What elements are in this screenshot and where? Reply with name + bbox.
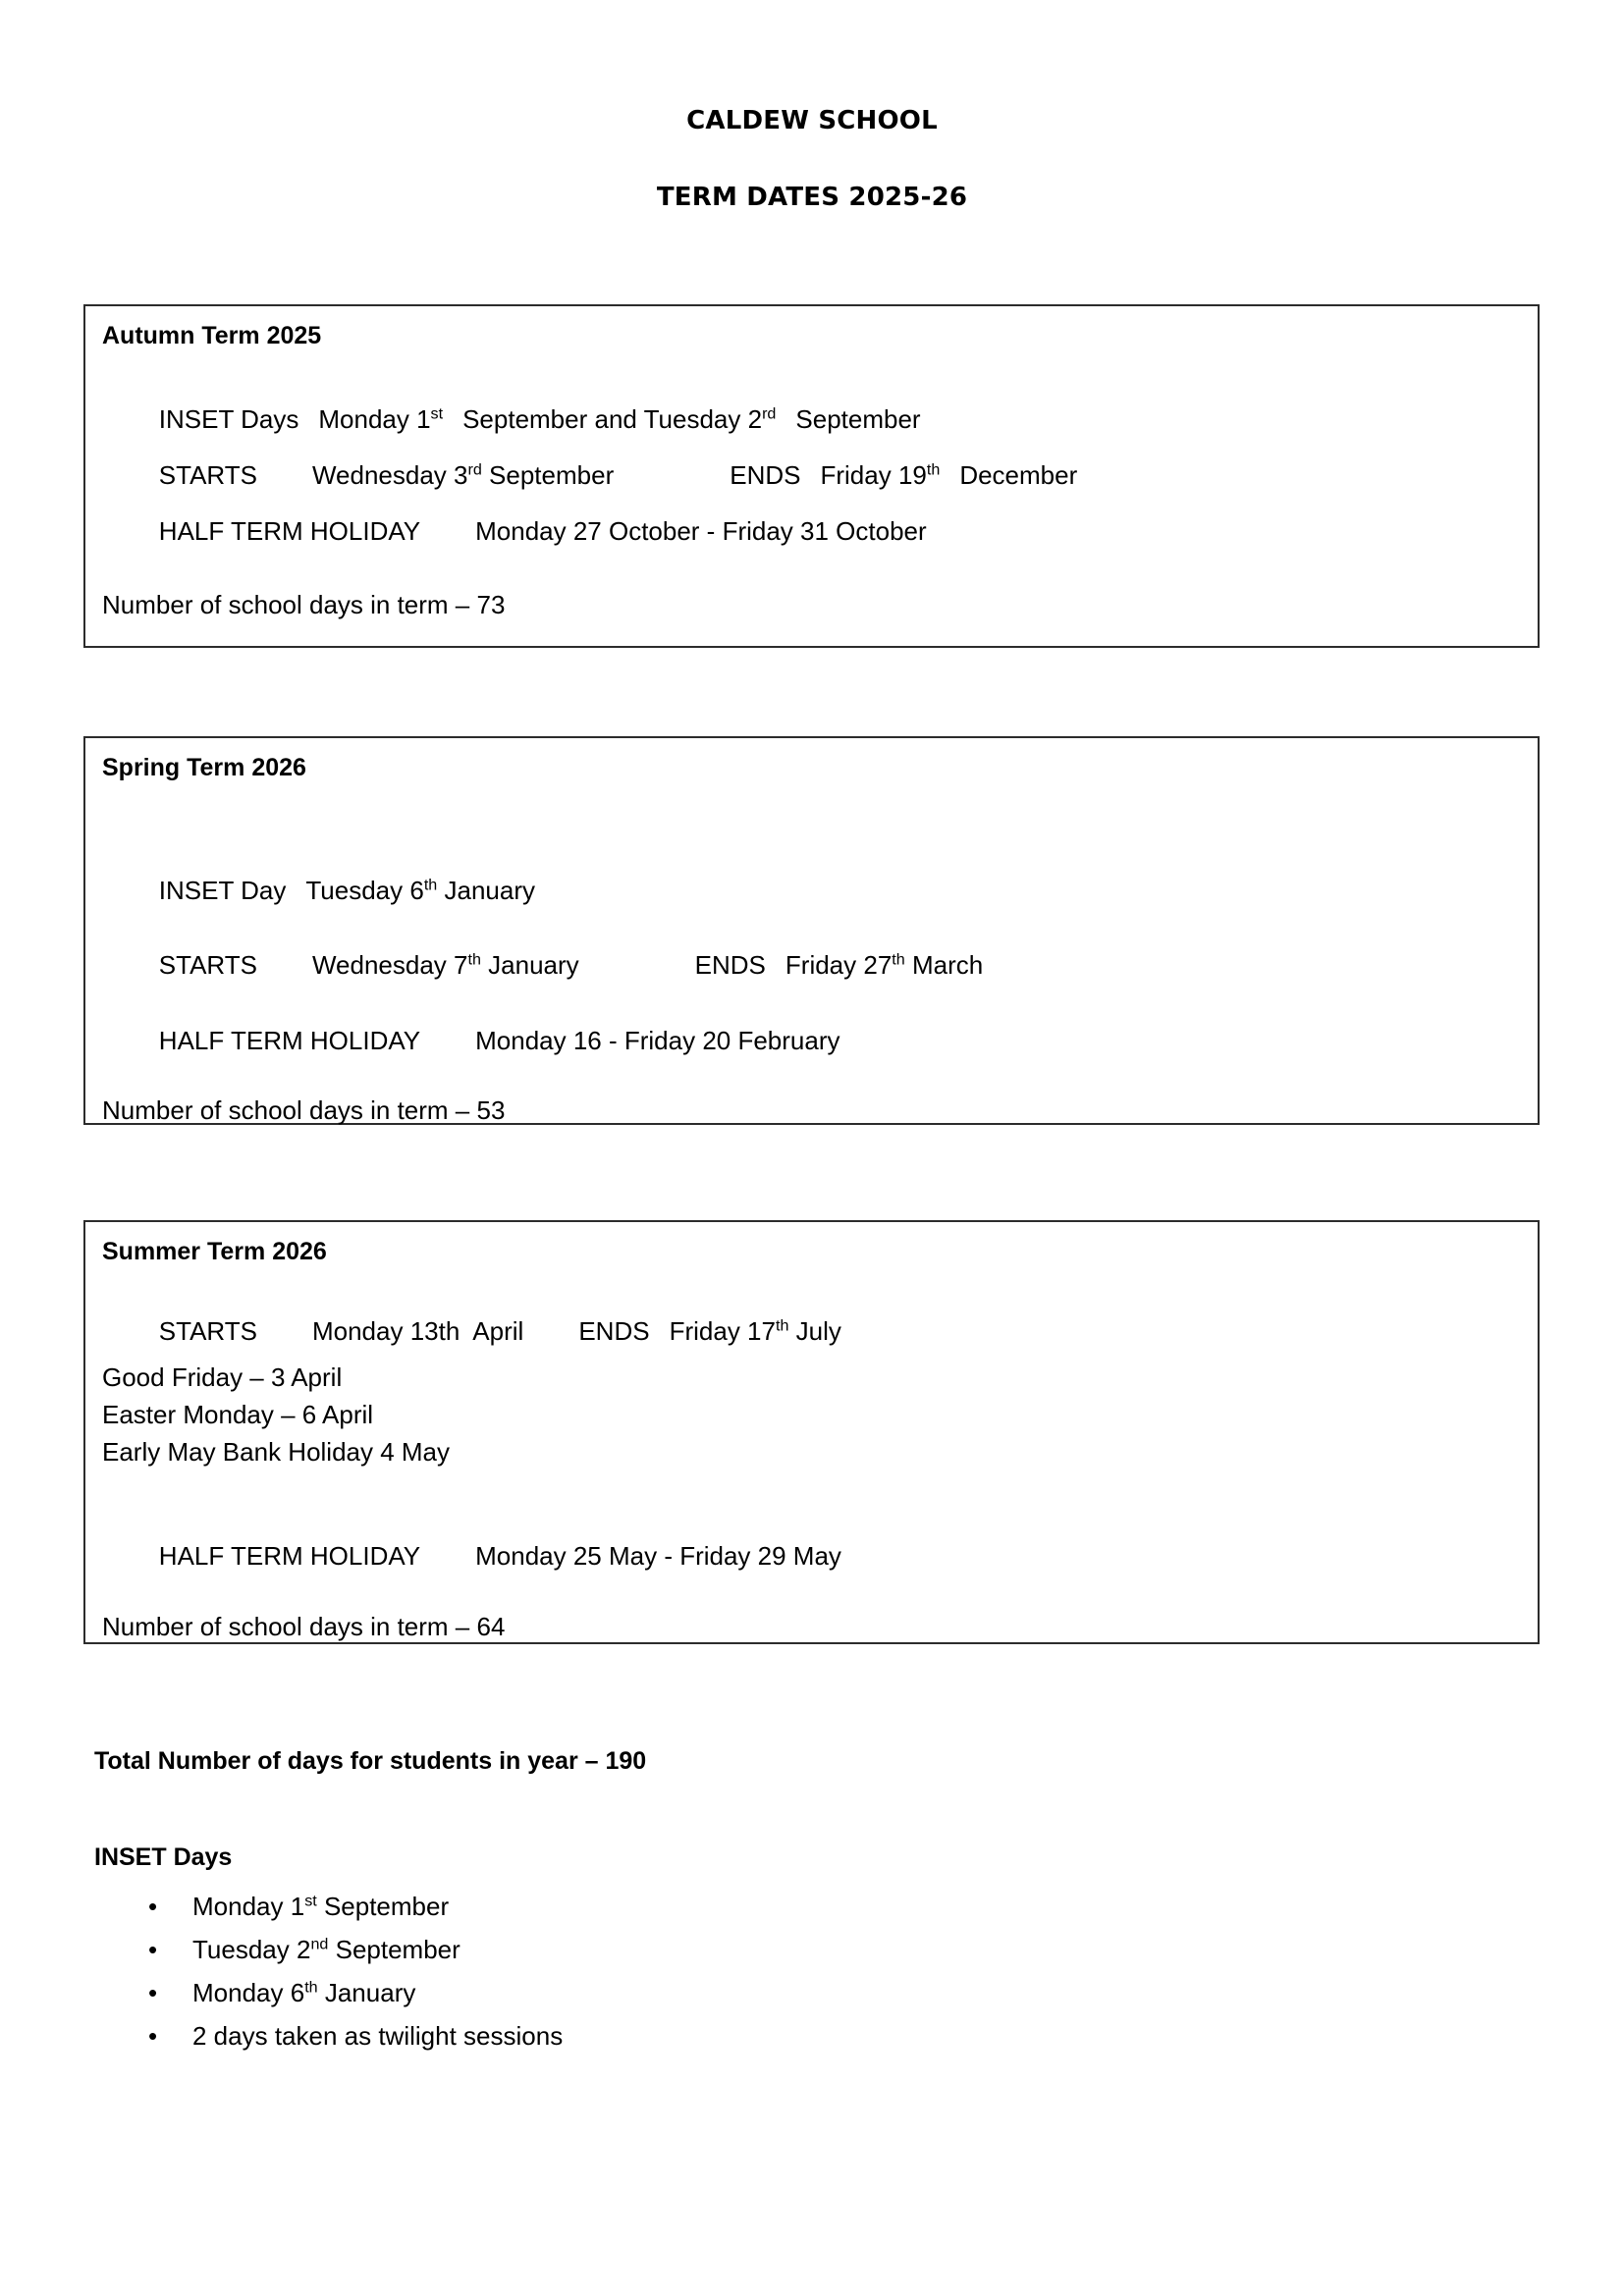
autumn-ends-month: December (959, 460, 1078, 491)
summer-ends-suffix: th (775, 1316, 789, 1335)
summer-half-term-label: HALF TERM HOLIDAY (158, 1541, 421, 1572)
autumn-ends-suffix: th (926, 460, 941, 479)
spring-inset-label: INSET Day (158, 876, 287, 906)
spring-half-term-value: Monday 16 - Friday 20 February (475, 1026, 840, 1056)
summer-ends-label: ENDS (578, 1316, 650, 1347)
summer-half-term-line (102, 1514, 841, 1599)
summer-term-box (83, 1220, 1540, 1644)
autumn-starts-day: Wednesday 3 (311, 460, 468, 491)
spring-half-term-line (102, 998, 840, 1084)
autumn-starts-label: STARTS (158, 460, 257, 491)
bullet-icon: • (148, 1978, 158, 2007)
spring-starts-ends-line (102, 923, 983, 1008)
summer-half-term-value: Monday 25 May - Friday 29 May (475, 1541, 841, 1572)
inset-day-rest: January (317, 1978, 416, 2007)
spring-inset-month: January (444, 876, 535, 906)
total-days-line: Total Number of days for students in year – 190 (94, 1747, 647, 1775)
autumn-half-term-value: Monday 27 October - Friday 31 October (475, 516, 927, 547)
spring-starts-suffix: th (467, 950, 481, 969)
summer-bank-holiday-good-friday: Good Friday – 3 April (102, 1362, 343, 1392)
bullet-icon: • (148, 1892, 158, 1921)
list-item (94, 1971, 563, 2014)
autumn-term-heading: Autumn Term 2025 (102, 322, 322, 349)
list-item (94, 1885, 563, 1928)
inset-days-heading: INSET Days (94, 1843, 233, 1871)
inset-day-prefix: Tuesday 2 (192, 1935, 311, 1964)
autumn-inset-suffix-b: rd (762, 404, 777, 423)
spring-ends-month: March (911, 950, 984, 981)
summer-bank-holiday-easter-monday: Easter Monday – 6 April (102, 1400, 374, 1429)
inset-days-list (94, 1885, 563, 2057)
school-name-heading: CALDEW SCHOOL (686, 106, 938, 135)
spring-inset-day: Tuesday 6 (305, 876, 424, 906)
inset-day-prefix: Monday 1 (192, 1892, 305, 1921)
autumn-ends-label: ENDS (730, 460, 801, 491)
list-item (94, 1928, 563, 1971)
autumn-inset-month-b: September (795, 404, 921, 435)
spring-term-box (83, 736, 1540, 1125)
summer-starts-label: STARTS (158, 1316, 257, 1347)
autumn-inset-label: INSET Days (158, 404, 299, 435)
spring-term-heading: Spring Term 2026 (102, 754, 306, 781)
autumn-half-term-label: HALF TERM HOLIDAY (158, 516, 421, 547)
autumn-inset-day-a: Monday 1 (318, 404, 431, 435)
spring-starts-day: Wednesday 7 (311, 950, 468, 981)
inset-day-suffix: nd (310, 1935, 329, 1953)
autumn-inset-suffix-a: st (430, 404, 444, 423)
summer-bank-holiday-early-may: Early May Bank Holiday 4 May (102, 1437, 451, 1467)
summer-term-heading: Summer Term 2026 (102, 1238, 327, 1265)
inset-day-prefix: Monday 6 (192, 1978, 305, 2007)
bullet-icon: • (148, 1935, 158, 1964)
spring-starts-month: January (488, 950, 579, 981)
autumn-half-term-line (102, 489, 927, 574)
inset-day-suffix: th (304, 1978, 318, 1997)
list-item (94, 2014, 563, 2057)
summer-starts-value: Monday 13th April (311, 1316, 524, 1347)
inset-day-rest: September (316, 1892, 450, 1921)
spring-half-term-label: HALF TERM HOLIDAY (158, 1026, 421, 1056)
autumn-ends-day: Friday 19 (820, 460, 927, 491)
autumn-starts-month: September (489, 460, 615, 491)
inset-day-prefix: 2 days taken as twilight sessions (192, 2021, 564, 2051)
spring-ends-label: ENDS (694, 950, 766, 981)
inset-day-rest: September (328, 1935, 460, 1964)
spring-inset-day-line (102, 848, 535, 934)
autumn-school-days-count: Number of school days in term – 73 (102, 590, 506, 619)
inset-day-suffix: st (304, 1892, 317, 1910)
autumn-term-box (83, 304, 1540, 648)
autumn-inset-month-a: September and Tuesday 2 (462, 404, 763, 435)
summer-ends-day: Friday 17 (669, 1316, 776, 1347)
spring-starts-label: STARTS (158, 950, 257, 981)
spring-inset-suffix: th (423, 876, 438, 894)
summer-ends-month: July (795, 1316, 841, 1347)
bullet-icon: • (148, 2021, 158, 2051)
summer-school-days-count: Number of school days in term – 64 (102, 1612, 506, 1641)
spring-ends-suffix: th (892, 950, 905, 969)
page-title: TERM DATES 2025-26 (656, 183, 968, 212)
spring-school-days-count: Number of school days in term – 53 (102, 1095, 506, 1125)
autumn-starts-suffix: rd (467, 460, 482, 479)
spring-ends-day: Friday 27 (785, 950, 893, 981)
